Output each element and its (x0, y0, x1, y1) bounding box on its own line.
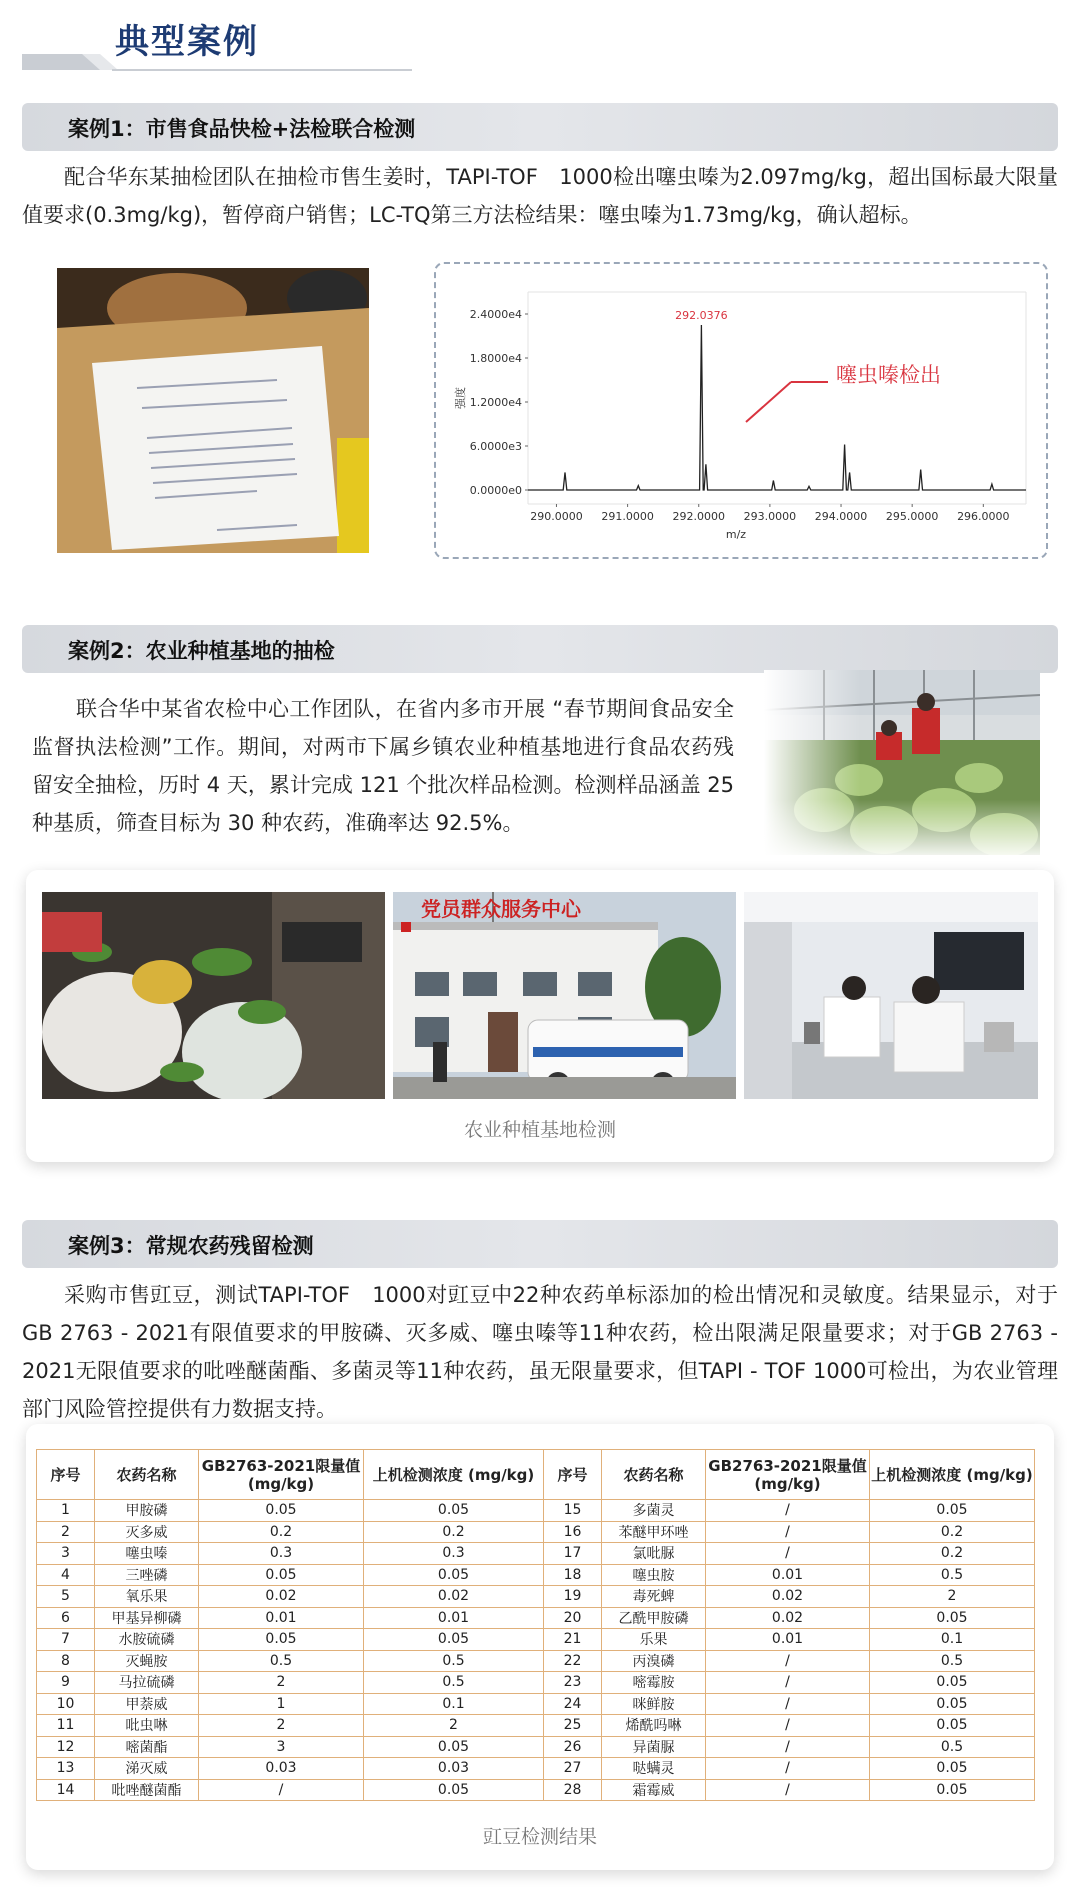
building-sign-text: 党员群众服务中心 (421, 897, 581, 921)
cell-limit-value: 0.02 (199, 1586, 364, 1608)
cell-limit-value: / (706, 1521, 870, 1543)
cell-detected-concentration: 0.05 (870, 1715, 1035, 1737)
y-tick-label: 0.0000e0 (469, 484, 522, 497)
laboratory-testing-photo (744, 892, 1038, 1099)
cell-index: 10 (37, 1693, 95, 1715)
table-header-row (37, 1450, 1035, 1500)
cell-pesticide-name: 甲萘威 (95, 1693, 199, 1715)
cell-index: 24 (544, 1693, 602, 1715)
cell-pesticide-name: 马拉硫磷 (95, 1672, 199, 1694)
cell-detected-concentration: 0.05 (870, 1672, 1035, 1694)
cell-detected-concentration: 0.5 (364, 1672, 544, 1694)
cell-limit-value: 0.2 (199, 1521, 364, 1543)
case3-text: 采购市售豇豆，测试TAPI-TOF 1000对豇豆中22种农药单标添加的检出情况和灵敏度。结果显示，对于GB 2763 - 2021有限值要求的甲胺磷、灭多威、噻虫嗪等11种农药，检出限满足限量要求；对于GB 2763 - 2021无限值要求的吡唑醚菌酯、多菌灵等11种农药，虽无限量要求，但TAPI - TOF 1000可检出，为农业管理部门风险管控提供有力数据支持。 (22, 1283, 1058, 1421)
cell-limit-value: 0.01 (199, 1607, 364, 1629)
table-row (37, 1693, 1035, 1715)
cell-pesticide-name: 嘧菌酯 (95, 1736, 199, 1758)
cell-pesticide-name: 甲基异柳磷 (95, 1607, 199, 1629)
cell-detected-concentration: 0.2 (870, 1521, 1035, 1543)
cell-limit-value: 0.05 (199, 1564, 364, 1586)
header-pesticide-name: 农药名称 (95, 1450, 199, 1500)
header-pesticide-name: 农药名称 (602, 1450, 706, 1500)
case2-photo-card (26, 870, 1054, 1162)
cell-pesticide-name: 苯醚甲环唑 (602, 1521, 706, 1543)
mass-spectrum-chart-frame (434, 262, 1048, 559)
cell-detected-concentration: 2 (870, 1586, 1035, 1608)
cell-limit-value: / (706, 1543, 870, 1565)
cell-detected-concentration: 0.5 (364, 1650, 544, 1672)
cell-index: 2 (37, 1521, 95, 1543)
cell-pesticide-name: 涕灭威 (95, 1758, 199, 1780)
vegetable-samples-photo (42, 892, 385, 1099)
y-tick-label: 2.4000e4 (469, 308, 522, 321)
mass-spectrum-chart (436, 264, 1046, 557)
cell-limit-value: / (706, 1736, 870, 1758)
cell-pesticide-name: 烯酰吗啉 (602, 1715, 706, 1737)
cell-limit-value: 0.01 (706, 1629, 870, 1651)
cell-pesticide-name: 噻虫胺 (602, 1564, 706, 1586)
case3-heading: 案例3：常规农药残留检测 (68, 1234, 314, 1258)
cell-limit-value: / (706, 1779, 870, 1801)
cell-pesticide-name: 三唑磷 (95, 1564, 199, 1586)
cell-pesticide-name: 甲胺磷 (95, 1500, 199, 1522)
spectrum-series-line (528, 325, 1026, 490)
cell-pesticide-name: 噻虫嗪 (95, 1543, 199, 1565)
cell-index: 11 (37, 1715, 95, 1737)
cell-index: 5 (37, 1586, 95, 1608)
cell-limit-value: 0.02 (706, 1586, 870, 1608)
cell-detected-concentration: 0.05 (364, 1564, 544, 1586)
cell-detected-concentration: 0.05 (364, 1629, 544, 1651)
cell-detected-concentration: 0.05 (870, 1779, 1035, 1801)
header-limit-value: GB2763-2021限量值 (mg/kg) (706, 1450, 870, 1500)
header-detected-concentration: 上机检测浓度 (mg/kg) (870, 1450, 1035, 1500)
header-index: 序号 (544, 1450, 602, 1500)
cell-detected-concentration: 0.5 (870, 1564, 1035, 1586)
cell-pesticide-name: 吡虫啉 (95, 1715, 199, 1737)
case1-heading: 案例1：市售食品快检+法检联合检测 (68, 117, 416, 141)
cell-limit-value: 0.01 (706, 1564, 870, 1586)
cell-limit-value: 0.03 (199, 1758, 364, 1780)
cell-detected-concentration: 0.01 (364, 1607, 544, 1629)
title-decoration (22, 48, 412, 72)
cell-index: 3 (37, 1543, 95, 1565)
y-tick-label: 1.2000e4 (469, 396, 522, 409)
cell-index: 19 (544, 1586, 602, 1608)
cell-limit-value: 2 (199, 1715, 364, 1737)
cell-index: 14 (37, 1779, 95, 1801)
cell-index: 6 (37, 1607, 95, 1629)
cell-index: 4 (37, 1564, 95, 1586)
case1-heading-bar (22, 103, 1058, 151)
cell-pesticide-name: 水胺硫磷 (95, 1629, 199, 1651)
header-limit-value: GB2763-2021限量值 (mg/kg) (199, 1450, 364, 1500)
cell-limit-value: 1 (199, 1693, 364, 1715)
cell-pesticide-name: 霜霉威 (602, 1779, 706, 1801)
cell-index: 1 (37, 1500, 95, 1522)
cell-index: 27 (544, 1758, 602, 1780)
cell-index: 22 (544, 1650, 602, 1672)
cell-limit-value: 2 (199, 1672, 364, 1694)
cell-limit-value: / (706, 1715, 870, 1737)
cell-index: 26 (544, 1736, 602, 1758)
table-row (37, 1586, 1035, 1608)
cell-pesticide-name: 氧乐果 (95, 1586, 199, 1608)
cell-limit-value: 0.3 (199, 1543, 364, 1565)
table-row (37, 1543, 1035, 1565)
cell-limit-value: 0.05 (199, 1500, 364, 1522)
pesticide-results-table (36, 1449, 1035, 1801)
cell-detected-concentration: 0.05 (870, 1607, 1035, 1629)
cell-detected-concentration: 0.2 (870, 1543, 1035, 1565)
cell-detected-concentration: 0.05 (364, 1779, 544, 1801)
table-row (37, 1779, 1035, 1801)
cell-index: 13 (37, 1758, 95, 1780)
cell-detected-concentration: 0.05 (870, 1758, 1035, 1780)
cell-index: 25 (544, 1715, 602, 1737)
annotation-label: 噻虫嗪检出 (836, 363, 941, 387)
header-index: 序号 (37, 1450, 95, 1500)
cell-pesticide-name: 异菌脲 (602, 1736, 706, 1758)
cell-limit-value: / (706, 1650, 870, 1672)
cell-limit-value: 0.05 (199, 1629, 364, 1651)
cell-detected-concentration: 0.5 (870, 1736, 1035, 1758)
cell-detected-concentration: 0.05 (364, 1500, 544, 1522)
page-title: 典型案例 (115, 22, 259, 62)
service-center-building-photo (393, 892, 736, 1099)
cell-pesticide-name: 乙酰甲胺磷 (602, 1607, 706, 1629)
cell-detected-concentration: 0.05 (870, 1693, 1035, 1715)
header-detected-concentration: 上机检测浓度 (mg/kg) (364, 1450, 544, 1500)
case1-ginger-sample-photo (57, 268, 369, 553)
cell-limit-value: / (706, 1672, 870, 1694)
cell-index: 8 (37, 1650, 95, 1672)
cell-limit-value: 3 (199, 1736, 364, 1758)
case2-photo-caption: 农业种植基地检测 (463, 1119, 616, 1141)
case3-table-caption: 豇豆检测结果 (482, 1826, 597, 1848)
x-tick-label: 292.0000 (672, 510, 725, 523)
y-tick-label: 1.8000e4 (469, 352, 522, 365)
cell-index: 16 (544, 1521, 602, 1543)
cell-pesticide-name: 毒死蜱 (602, 1586, 706, 1608)
table-row (37, 1715, 1035, 1737)
cell-detected-concentration: 0.03 (364, 1758, 544, 1780)
table-row (37, 1758, 1035, 1780)
table-row (37, 1500, 1035, 1522)
cell-detected-concentration: 0.2 (364, 1521, 544, 1543)
cell-limit-value: 0.5 (199, 1650, 364, 1672)
cell-pesticide-name: 灭多威 (95, 1521, 199, 1543)
case3-heading-bar (22, 1220, 1058, 1268)
table-row (37, 1607, 1035, 1629)
cell-pesticide-name: 嘧霉胺 (602, 1672, 706, 1694)
table-row (37, 1672, 1035, 1694)
cell-index: 21 (544, 1629, 602, 1651)
cell-limit-value: / (706, 1693, 870, 1715)
x-tick-label: 291.0000 (601, 510, 654, 523)
cell-pesticide-name: 咪鲜胺 (602, 1693, 706, 1715)
cell-index: 18 (544, 1564, 602, 1586)
cell-detected-concentration: 0.05 (870, 1500, 1035, 1522)
cell-index: 12 (37, 1736, 95, 1758)
x-axis-label: m/z (725, 528, 747, 541)
cell-detected-concentration: 0.5 (870, 1650, 1035, 1672)
table-row (37, 1736, 1035, 1758)
cell-limit-value: / (199, 1779, 364, 1801)
table-row (37, 1650, 1035, 1672)
cell-index: 20 (544, 1607, 602, 1629)
cell-pesticide-name: 乐果 (602, 1629, 706, 1651)
cell-index: 9 (37, 1672, 95, 1694)
case2-text: 联合华中某省农检中心工作团队，在省内多市开展 “春节期间食品安全监督执法检测”工作。期间，对两市下属乡镇农业种植基地进行食品农药残留安全抽检，历时 4 天，累计完成 121 个批次样品检测。检测样品涵盖 25 种基质，筛查目标为 30 种农药，准确率达 92.5%。 (32, 697, 734, 835)
cell-index: 23 (544, 1672, 602, 1694)
case2-heading: 案例2：农业种植基地的抽检 (68, 639, 335, 663)
cell-detected-concentration: 2 (364, 1715, 544, 1737)
case2-field-workers-photo (764, 670, 1040, 855)
x-tick-label: 295.0000 (885, 510, 939, 523)
cell-pesticide-name: 哒螨灵 (602, 1758, 706, 1780)
case2-heading-bar (22, 625, 1058, 673)
table-row (37, 1521, 1035, 1543)
cell-detected-concentration: 0.3 (364, 1543, 544, 1565)
cell-detected-concentration: 0.05 (364, 1736, 544, 1758)
cell-pesticide-name: 多菌灵 (602, 1500, 706, 1522)
cell-pesticide-name: 氯吡脲 (602, 1543, 706, 1565)
cell-detected-concentration: 0.02 (364, 1586, 544, 1608)
cell-detected-concentration: 0.1 (870, 1629, 1035, 1651)
cell-limit-value: 0.02 (706, 1607, 870, 1629)
cell-index: 17 (544, 1543, 602, 1565)
cell-limit-value: / (706, 1758, 870, 1780)
table-row (37, 1629, 1035, 1651)
cell-pesticide-name: 丙溴磷 (602, 1650, 706, 1672)
cell-index: 7 (37, 1629, 95, 1651)
x-tick-label: 290.0000 (530, 510, 583, 523)
y-axis-label: 强度 (454, 387, 467, 409)
table-row (37, 1564, 1035, 1586)
annotation-arrow (746, 382, 791, 422)
cell-limit-value: / (706, 1500, 870, 1522)
cell-pesticide-name: 灭蝇胺 (95, 1650, 199, 1672)
x-tick-label: 294.0000 (814, 510, 868, 523)
x-tick-label: 293.0000 (743, 510, 797, 523)
peak-mz-label: 292.0376 (675, 309, 728, 322)
y-tick-label: 6.0000e3 (469, 440, 522, 453)
cell-index: 28 (544, 1779, 602, 1801)
cell-pesticide-name: 吡唑醚菌酯 (95, 1779, 199, 1801)
case1-text: 配合华东某抽检团队在抽检市售生姜时，TAPI-TOF 1000检出噻虫嗪为2.097mg/kg，超出国标最大限量值要求(0.3mg/kg)，暂停商户销售；LC-TQ第三方法检结果：噻虫嗪为1.73mg/kg，确认超标。 (22, 165, 1058, 227)
x-tick-label: 296.0000 (957, 510, 1010, 523)
cell-detected-concentration: 0.1 (364, 1693, 544, 1715)
cell-index: 15 (544, 1500, 602, 1522)
